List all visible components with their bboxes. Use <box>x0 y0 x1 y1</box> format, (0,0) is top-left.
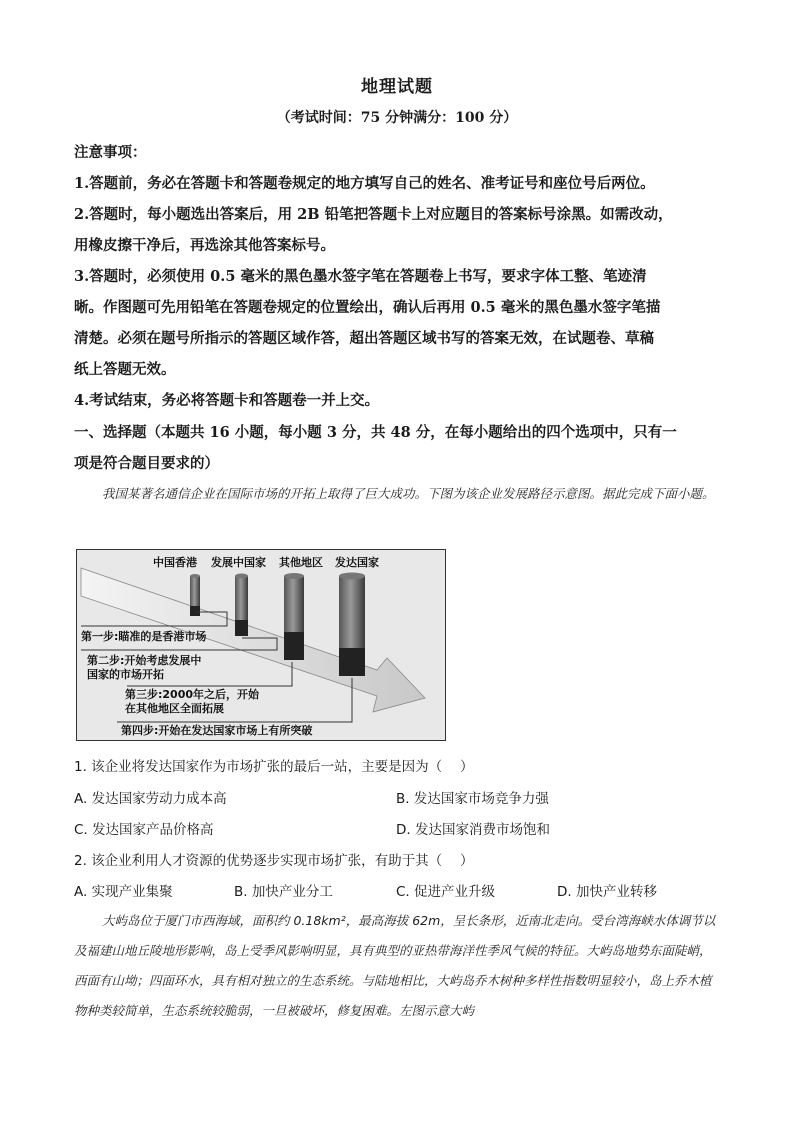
development-path-diagram <box>77 550 445 740</box>
q1-option-c[interactable]: C. 发达国家产品价格高 <box>74 822 214 838</box>
passage-1: 我国某著名通信企业在国际市场的开拓上取得了巨大成功。下图为该企业发展路径示意图。据此完成下面小题。 <box>102 486 715 501</box>
notice-item-3d: 纸上答题无效。 <box>74 361 176 378</box>
question-1-stem: 1. 该企业将发达国家作为市场扩张的最后一站，主要是因为（ ） <box>74 759 474 775</box>
notice-item-1: 1.答题前，务必在答题卡和答题卷规定的地方填写自己的姓名、准考证号和座位号后两位。 <box>74 175 655 192</box>
q1-option-a[interactable]: A. 发达国家劳动力成本高 <box>74 791 227 807</box>
q1-option-d[interactable]: D. 发达国家消费市场饱和 <box>396 822 550 838</box>
question-2-stem: 2. 该企业利用人才资源的优势逐步实现市场扩张，有助于其（ ） <box>74 853 474 869</box>
q1-option-b[interactable]: B. 发达国家市场竞争力强 <box>396 791 549 807</box>
step3-text-a: 第三步:2000年之后，开始 <box>125 688 260 701</box>
notice-item-3b: 晰。作图题可先用铅笔在答题卷规定的位置绘出，确认后再用 0.5 毫米的黑色墨水签字笔描 <box>74 299 661 316</box>
step1-text: 第一步:瞄准的是香港市场 <box>81 630 207 643</box>
page-title: 地理试题 <box>361 77 433 97</box>
q2-option-c[interactable]: C. 促进产业升级 <box>396 884 496 900</box>
step3-text-b: 在其他地区全面拓展 <box>125 702 224 715</box>
label-other-regions: 其他地区 <box>279 556 323 569</box>
label-hongkong: 中国香港 <box>153 556 197 569</box>
notice-item-2a: 2.答题时，每小题选出答案后，用 2B 铅笔把答题卡上对应题目的答案标号涂黑。如需改动， <box>74 206 673 223</box>
cylinder-developed <box>339 573 365 677</box>
passage-2: 大屿岛位于厦门市西海域，面积约 0.18km²，最高海拔 62m，呈长条形，近南北走向。受台湾海峡水体调节以及福建山地丘陵地形影响，岛上受季风影响明显，具有典型的亚热带海洋性季风气候的特征。大屿岛地势东面陡峭，西面有山坳；四面环水，具有相对独立的生态系统。与陆地相比，大屿岛乔木树种多样性指数明显较小，岛上乔木植物种类较简单，生态系统较脆弱，一旦被破坏，修复困难。左图示意大屿 <box>74 913 716 1018</box>
section-heading-b: 项是符合题目要求的） <box>74 455 219 472</box>
q2-option-a[interactable]: A. 实现产业集聚 <box>74 884 173 900</box>
step2-text-a: 第二步:开始考虑发展中 <box>87 654 202 667</box>
cylinder-other-regions <box>284 573 304 660</box>
development-path-figure <box>76 549 446 741</box>
notice-item-4: 4.考试结束，务必将答题卡和答题卷一并上交。 <box>74 392 380 409</box>
step2-text-b: 国家的市场开拓 <box>87 668 164 681</box>
cylinder-developing <box>235 574 248 637</box>
notice-item-2b: 用橡皮擦干净后，再选涂其他答案标号。 <box>74 237 335 254</box>
label-developed: 发达国家 <box>335 556 379 569</box>
exam-time-subtitle: （考试时间：75 分钟满分：100 分） <box>276 110 518 126</box>
notice-heading: 注意事项： <box>74 144 147 161</box>
label-developing: 发展中国家 <box>211 556 266 569</box>
notice-item-3c: 清楚。必须在题号所指示的答题区域作答，超出答题区域书写的答案无效，在试题卷、草稿 <box>74 330 654 347</box>
step4-text: 第四步:开始在发达国家市场上有所突破 <box>121 724 313 737</box>
q2-option-d[interactable]: D. 加快产业转移 <box>557 884 657 900</box>
section-heading-a: 一、选择题（本题共 16 小题，每小题 3 分，共 48 分，在每小题给出的四个选项中，只有一 <box>74 424 677 441</box>
notice-item-3a: 3.答题时，必须使用 0.5 毫米的黑色墨水签字笔在答题卷上书写，要求字体工整、笔迹清 <box>74 268 647 285</box>
q2-option-b[interactable]: B. 加快产业分工 <box>234 884 333 900</box>
cylinder-hongkong <box>190 574 200 616</box>
